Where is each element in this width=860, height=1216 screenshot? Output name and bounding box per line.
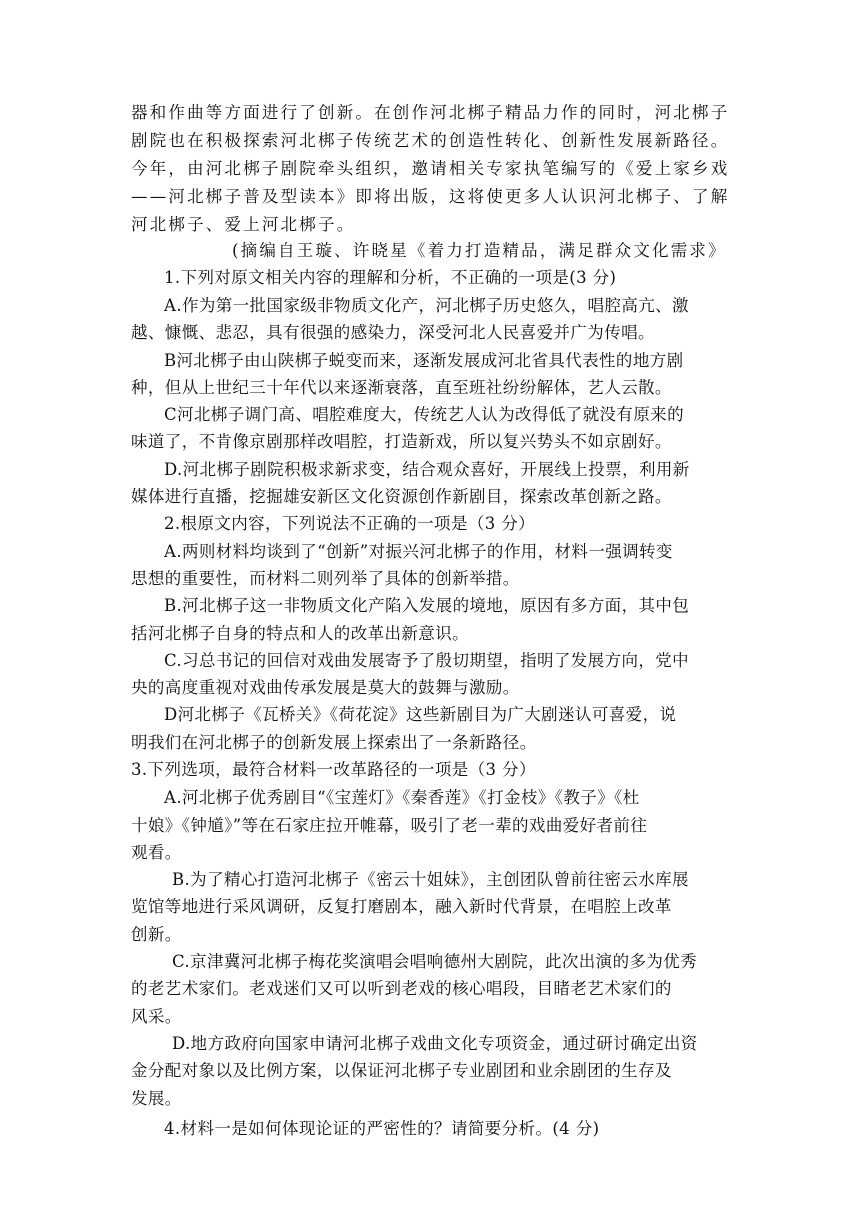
passage-line: 河北梆子、爱上河北梆子。	[131, 215, 356, 234]
q3-option-d-line-3: 发展。	[131, 1089, 182, 1108]
q3-option-b-line-2: 览馆等地进行采风调研，反复打磨剧本，融入新时代背景，在唱腔上改革	[131, 897, 672, 916]
q1-option-c-line-1: C河北梆子调门高、唱腔难度大，传统艺人认为改得低了就没有原来的	[164, 405, 685, 424]
q3-option-c-line-3: 风采。	[131, 1007, 182, 1026]
question-3-stem: 3.下列选项，最符合材料一改革路径的一项是（3 分）	[131, 760, 536, 779]
passage-line: ——河北梆子普及型读本》即将出版，这将使更多人认识河北梆子、了解	[131, 187, 730, 206]
q3-option-c-line-2: 的老艺术家们。老戏迷们又可以听到老戏的核心唱段，目睹老艺术家们的	[131, 979, 672, 998]
q2-option-a-line-2: 思想的重要性，而材料二则列举了具体的创新举措。	[131, 569, 520, 588]
passage-line: 剧院也在积极探索河北梆子传统艺术的创造性转化、创新性发展新路径。	[131, 131, 730, 150]
q2-option-d-line-2: 明我们在河北梆子的创新发展上探索出了一条新路径。	[131, 733, 537, 752]
q2-option-b-line-2: 括河北梆子自身的特点和人的改革出新意识。	[131, 624, 469, 643]
q3-option-b-line-1: B.为了精心打造河北梆子《密云十姐妹》，主创团队曾前往密云水库展	[172, 870, 689, 889]
q1-option-d-line-1: D.河北梆子剧院积极求新求变，结合观众喜好，开展线上投票，利用新	[164, 460, 690, 479]
passage-line: 器和作曲等方面进行了创新。在创作河北梆子精品力作的同时，河北梆子	[131, 103, 730, 122]
q1-option-b-line-1: B河北梆子由山陕梆子蜕变而来，逐渐发展成河北省具代表性的地方剧	[164, 351, 684, 370]
question-2-stem: 2.根原文内容，下列说法不正确的一项是（3 分）	[164, 514, 536, 533]
source-note: (摘编自王璇、许晓星《着力打造精品，满足群众文化需求》	[232, 241, 727, 260]
q3-option-c-line-1: C.京津冀河北梆子梅花奖演唱会唱响德州大剧院，此次出演的多为优秀	[172, 952, 698, 971]
question-1-stem: 1.下列对原文相关内容的理解和分析，不正确的一项是(3 分)	[164, 268, 617, 287]
q1-option-a-line-1: A.作为第一批国家级非物质文化产，河北梆子历史悠久，唱腔高亢、激	[164, 296, 689, 315]
passage-line: 今年，由河北梆子剧院牵头组织，邀请相关专家执笔编写的《爱上家乡戏	[131, 159, 730, 178]
q2-option-b-line-1: B.河北梆子这一非物质文化产陷入发展的境地，原因有多方面，其中包	[164, 596, 690, 615]
q3-option-d-line-2: 金分配对象以及比例方案，以保证河北梆子专业剧团和业余剧团的生存及	[131, 1061, 672, 1080]
q2-option-d-line-1: D河北梆子《瓦桥关》《荷花淀》这些新剧目为广大剧迷认可喜爱，说	[164, 705, 677, 724]
q3-option-a-line-2: 十娘》《钟馗》”等在石家庄拉开帷幕，吸引了老一辈的戏曲爱好者前往	[131, 816, 648, 835]
q3-option-a-line-3: 观看。	[131, 843, 182, 862]
q1-option-a-line-2: 越、慷慨、悲忍，具有很强的感染力，深受河北人民喜爱并广为传唱。	[131, 323, 655, 342]
q2-option-c-line-1: C.习总书记的回信对戏曲发展寄予了殷切期望，指明了发展方向，党中	[164, 651, 690, 670]
q1-option-d-line-2: 媒体进行直播，挖掘雄安新区文化资源创作新剧目，探索改革创新之路。	[131, 487, 672, 506]
q3-option-d-line-1: D.地方政府向国家申请河北梆子戏曲文化专项资金，通过研讨确定出资	[172, 1034, 698, 1053]
question-4-stem: 4.材料一是如何体现论证的严密性的？请简要分析。(4 分)	[164, 1119, 600, 1138]
q3-option-b-line-3: 创新。	[131, 925, 182, 944]
q3-option-a-line-1: A.河北梆子优秀剧目“《宝莲灯》《秦香莲》《打金枝》《教子》《杜	[164, 788, 640, 807]
q1-option-b-line-2: 种，但从上世纪三十年代以来逐渐衰落，直至班社纷纷解体，艺人云散。	[131, 378, 672, 397]
q2-option-a-line-1: A.两则材料均谈到了“创新”对振兴河北梆子的作用，材料一强调转变	[164, 542, 673, 561]
q1-option-c-line-2: 味道了，不肯像京剧那样改唱腔，打造新戏，所以复兴势头不如京剧好。	[131, 432, 672, 451]
q2-option-c-line-2: 央的高度重视对戏曲传承发展是莫大的鼓舞与激励。	[131, 678, 520, 697]
